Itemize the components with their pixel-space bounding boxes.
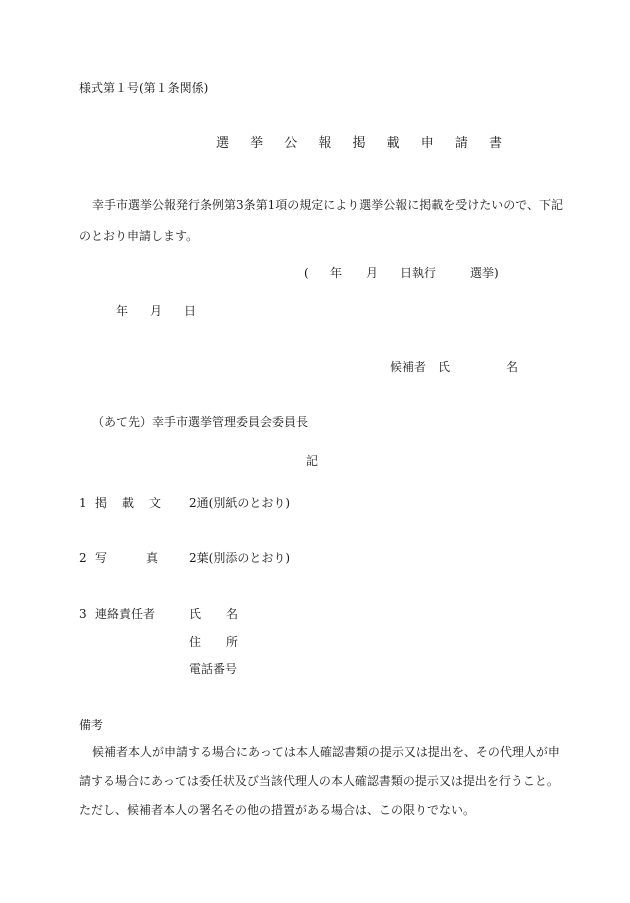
addressee: （あて先）幸手市選挙管理委員会委員長 — [92, 415, 309, 429]
date-month: 月 — [150, 304, 163, 318]
election-open-paren: ( — [304, 266, 309, 280]
candidate-label: 候補者 — [390, 360, 427, 374]
candidate-name-second: 名 — [506, 360, 519, 374]
election-month: 月 — [366, 266, 379, 280]
item-1-label-c: 文 — [149, 496, 162, 510]
item-2-value: 2葉(別添のとおり) — [189, 551, 290, 565]
item-1-label-a: 掲 — [95, 496, 108, 510]
item-1-label-b: 載 — [122, 496, 135, 510]
item-3-number: 3 — [79, 607, 87, 621]
election-year: 年 — [330, 266, 343, 280]
ki-marker: 記 — [306, 454, 319, 468]
item-2-number: 2 — [79, 551, 87, 565]
item-1-number: 1 — [79, 496, 87, 510]
item-3-label: 連絡責任者 — [95, 607, 156, 621]
contact-address-b: 所 — [226, 635, 239, 649]
candidate-name-first: 氏 — [438, 360, 451, 374]
date-day: 日 — [184, 304, 197, 318]
item-2-label-b: 真 — [146, 551, 159, 565]
item-2-label-a: 写 — [95, 551, 108, 565]
notes-line-3: ただし、候補者本人の署名その他の措置がある場合は、この限りでない。 — [79, 803, 476, 817]
contact-name-b: 名 — [226, 607, 239, 621]
item-1-value: 2通(別紙のとおり) — [189, 496, 290, 510]
page-title: 選 挙 公 報 掲 載 申 請 書 — [216, 136, 511, 151]
intro-line-1: 幸手市選挙公報発行条例第3条第1項の規定により選挙公報に掲載を受けたいので、下記 — [92, 198, 564, 212]
intro-line-2: のとおり申請します。 — [79, 229, 199, 243]
notes-line-2: 請する場合にあっては委任状及び当該代理人の本人確認書類の提示又は提出を行うこと。 — [79, 774, 559, 788]
contact-name-a: 氏 — [189, 607, 202, 621]
notes-line-1: 候補者本人が申請する場合にあっては本人確認書類の提示又は提出を、その代理人が申 — [92, 745, 560, 759]
date-year: 年 — [116, 304, 129, 318]
form-number: 様式第１号(第１条関係) — [79, 81, 209, 95]
election-execution: 日執行 — [400, 266, 437, 280]
notes-heading: 備考 — [79, 718, 104, 732]
contact-phone: 電話番号 — [189, 662, 238, 676]
contact-address-a: 住 — [189, 635, 202, 649]
election-close: 選挙) — [470, 266, 499, 280]
